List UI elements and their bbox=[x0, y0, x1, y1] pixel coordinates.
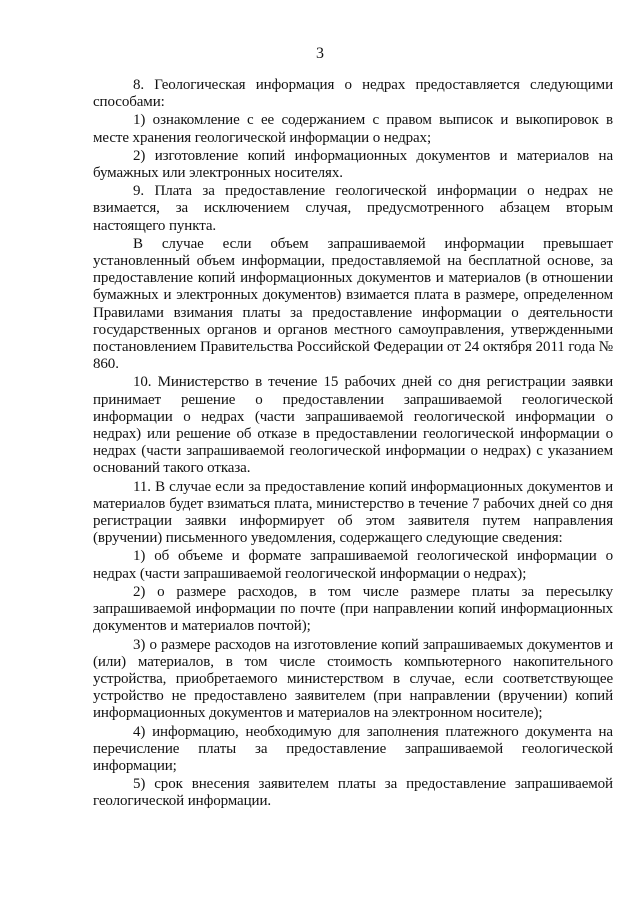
paragraph-9-second: В случае если объем запрашиваемой информации превышает установленный объем информации, предоставляемой на бесплатной основе, за предоставление копий информационных документов и материалов (в отношении бумажных и электронных документов) взимается плата в размере, определенном Правилами взимания платы за предоставление информации о деятельности государственных органов и органов местного самоуправления, утвержденными постановлением Правительства Российской Федерации от 24 октября 2011 года № 860. bbox=[93, 235, 613, 373]
paragraph-11-item-1: 1) об объеме и формате запрашиваемой геологической информации о недрах (части запрашиваемой геологической информации о недрах); bbox=[93, 548, 613, 582]
document-body bbox=[93, 77, 613, 812]
page-number: 3 bbox=[316, 45, 324, 62]
paragraph-8: 8. Геологическая информация о недрах предоставляется следующими способами: bbox=[93, 77, 613, 111]
paragraph-11-item-5: 5) срок внесения заявителем платы за предоставление запрашиваемой геологической информации. bbox=[93, 776, 613, 810]
paragraph-8-item-2: 2) изготовление копий информационных документов и материалов на бумажных или электронных носителях. bbox=[93, 147, 613, 182]
paragraph-11-item-2: 2) о размере расходов, в том числе размере платы за пересылку запрашиваемой информации по почте (при направлении копий информационных документов и материалов почтой); bbox=[93, 583, 613, 635]
paragraph-11: 11. В случае если за предоставление копий информационных документов и материалов будет взиматься плата, министерство в течение 7 рабочих дней со дня регистрации заявки информирует об этом заявителя путем направления (вручении) письменного уведомления, содержащего следующие сведения: bbox=[93, 478, 613, 547]
paragraph-11-item-3: 3) о размере расходов на изготовление копий запрашиваемых документов и (или) материалов, в том числе стоимость компьютерного накопительного устройства, приобретаемого министерством в случае, если соответствующее устройство не предоставлено заявителем (при направлении (вручении) копий информационных документов и материалов на электронном носителе); bbox=[93, 636, 613, 722]
paragraph-10: 10. Министерство в течение 15 рабочих дней со дня регистрации заявки принимает решение о предоставлении запрашиваемой геологической информации о недрах (части запрашиваемой геологической информации о недрах) или решение об отказе в предоставлении геологической информации о недрах (части запрашиваемой геологической информации о недрах) с указанием оснований такого отказа. bbox=[93, 374, 613, 477]
paragraph-9: 9. Плата за предоставление геологической информации о недрах не взимается, за исключением случая, предусмотренного абзацем вторым настоящего пункта. bbox=[93, 183, 613, 234]
paragraph-11-item-4: 4) информацию, необходимую для заполнения платежного документа на перечисление платы за предоставление запрашиваемой геологической информации; bbox=[93, 723, 613, 774]
paragraph-8-item-1: 1) ознакомление с ее содержанием с правом выписок и выкопировок в месте хранения геологической информации о недрах; bbox=[93, 112, 613, 146]
